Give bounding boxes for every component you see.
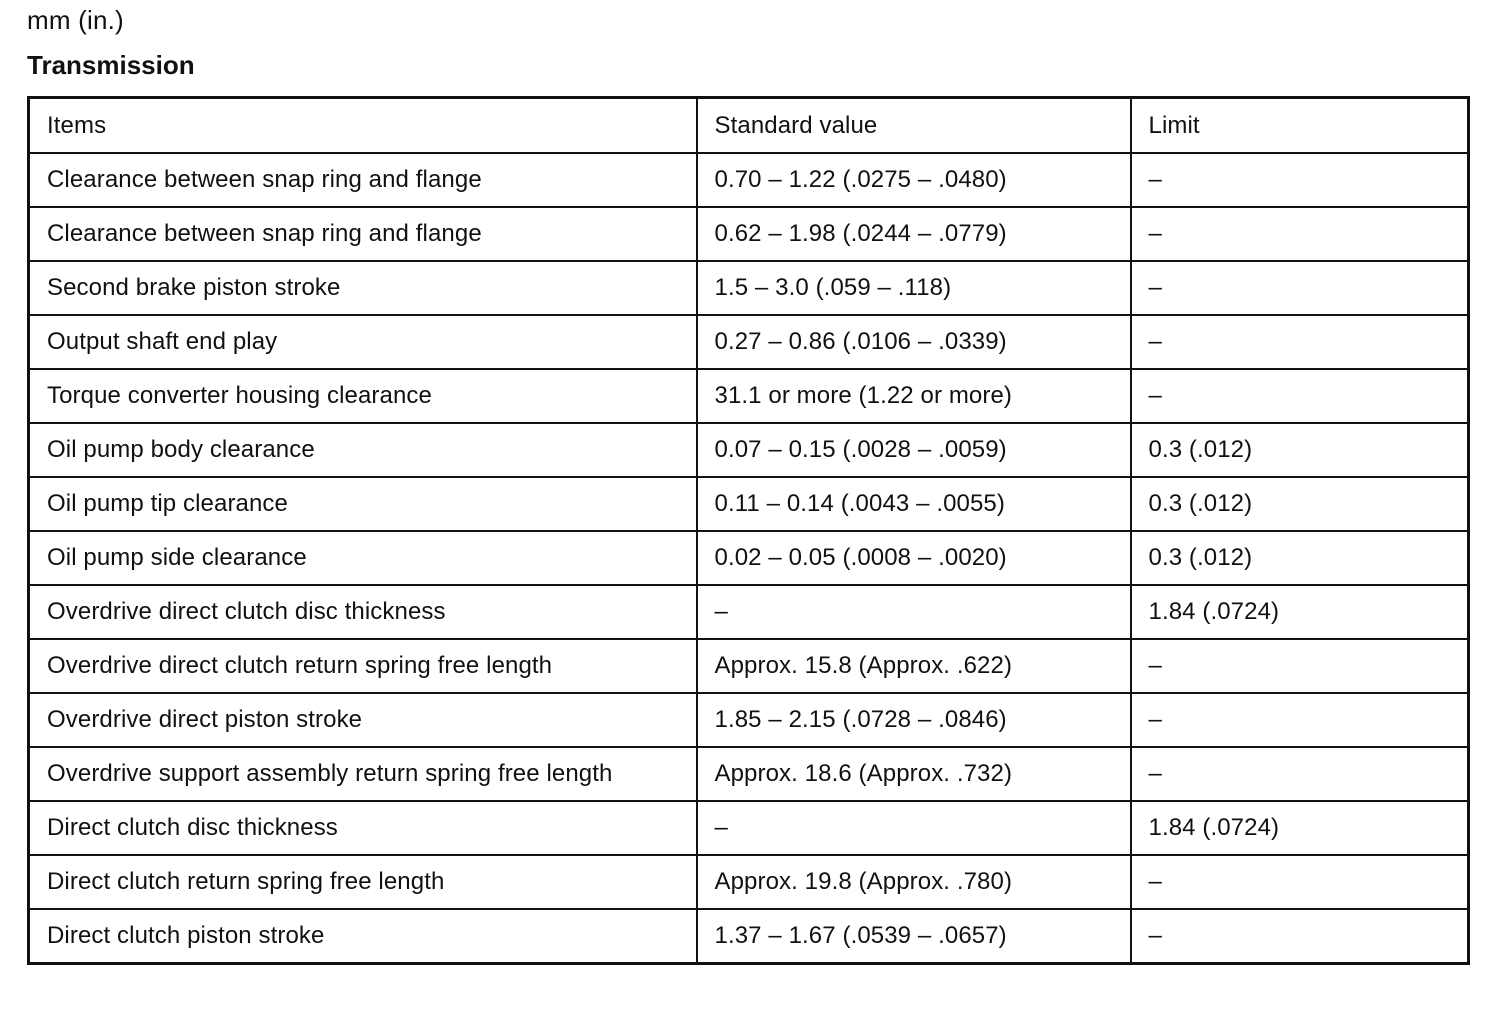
header-standard-value: Standard value bbox=[697, 98, 1131, 154]
cell-standard-value: Approx. 19.8 (Approx. .780) bbox=[697, 855, 1131, 909]
cell-standard-value: – bbox=[697, 801, 1131, 855]
cell-item: Second brake piston stroke bbox=[29, 261, 697, 315]
cell-standard-value: Approx. 18.6 (Approx. .732) bbox=[697, 747, 1131, 801]
cell-limit: – bbox=[1131, 369, 1469, 423]
cell-item: Overdrive direct clutch disc thickness bbox=[29, 585, 697, 639]
table-row bbox=[29, 315, 1469, 369]
table-row bbox=[29, 909, 1469, 964]
header-items: Items bbox=[29, 98, 697, 154]
table-row bbox=[29, 369, 1469, 423]
cell-limit: – bbox=[1131, 207, 1469, 261]
cell-item: Output shaft end play bbox=[29, 315, 697, 369]
cell-standard-value: 0.70 – 1.22 (.0275 – .0480) bbox=[697, 153, 1131, 207]
table-row bbox=[29, 801, 1469, 855]
cell-standard-value: 0.62 – 1.98 (.0244 – .0779) bbox=[697, 207, 1131, 261]
table-row bbox=[29, 423, 1469, 477]
table-row bbox=[29, 693, 1469, 747]
units-label: mm (in.) bbox=[27, 5, 124, 35]
cell-limit: – bbox=[1131, 315, 1469, 369]
cell-limit: – bbox=[1131, 747, 1469, 801]
cell-standard-value: – bbox=[697, 585, 1131, 639]
cell-standard-value: 0.11 – 0.14 (.0043 – .0055) bbox=[697, 477, 1131, 531]
table-row bbox=[29, 639, 1469, 693]
cell-limit: – bbox=[1131, 261, 1469, 315]
header-limit: Limit bbox=[1131, 98, 1469, 154]
cell-standard-value: 0.07 – 0.15 (.0028 – .0059) bbox=[697, 423, 1131, 477]
cell-limit: – bbox=[1131, 855, 1469, 909]
cell-limit: 1.84 (.0724) bbox=[1131, 585, 1469, 639]
cell-item: Direct clutch piston stroke bbox=[29, 909, 697, 964]
cell-item: Oil pump tip clearance bbox=[29, 477, 697, 531]
section-title: Transmission bbox=[27, 50, 195, 80]
cell-limit: – bbox=[1131, 639, 1469, 693]
cell-standard-value: 1.85 – 2.15 (.0728 – .0846) bbox=[697, 693, 1131, 747]
spec-table bbox=[27, 96, 1470, 965]
cell-standard-value: 1.5 – 3.0 (.059 – .118) bbox=[697, 261, 1131, 315]
cell-standard-value: 0.02 – 0.05 (.0008 – .0020) bbox=[697, 531, 1131, 585]
table-row bbox=[29, 747, 1469, 801]
cell-item: Torque converter housing clearance bbox=[29, 369, 697, 423]
cell-item: Direct clutch disc thickness bbox=[29, 801, 697, 855]
cell-item: Oil pump side clearance bbox=[29, 531, 697, 585]
table-header-row bbox=[29, 98, 1469, 154]
cell-limit: 0.3 (.012) bbox=[1131, 531, 1469, 585]
table-row bbox=[29, 585, 1469, 639]
table-row bbox=[29, 477, 1469, 531]
table-row bbox=[29, 207, 1469, 261]
cell-limit: 0.3 (.012) bbox=[1131, 423, 1469, 477]
cell-standard-value: 0.27 – 0.86 (.0106 – .0339) bbox=[697, 315, 1131, 369]
cell-item: Oil pump body clearance bbox=[29, 423, 697, 477]
cell-limit: 0.3 (.012) bbox=[1131, 477, 1469, 531]
cell-standard-value: 31.1 or more (1.22 or more) bbox=[697, 369, 1131, 423]
table-row bbox=[29, 531, 1469, 585]
cell-limit: – bbox=[1131, 693, 1469, 747]
table-row bbox=[29, 261, 1469, 315]
cell-limit: 1.84 (.0724) bbox=[1131, 801, 1469, 855]
cell-item: Direct clutch return spring free length bbox=[29, 855, 697, 909]
cell-standard-value: Approx. 15.8 (Approx. .622) bbox=[697, 639, 1131, 693]
cell-item: Overdrive direct piston stroke bbox=[29, 693, 697, 747]
table-row bbox=[29, 153, 1469, 207]
cell-item: Clearance between snap ring and flange bbox=[29, 207, 697, 261]
cell-item: Overdrive support assembly return spring free length bbox=[29, 747, 697, 801]
cell-item: Overdrive direct clutch return spring free length bbox=[29, 639, 697, 693]
cell-limit: – bbox=[1131, 153, 1469, 207]
cell-standard-value: 1.37 – 1.67 (.0539 – .0657) bbox=[697, 909, 1131, 964]
table-row bbox=[29, 855, 1469, 909]
cell-limit: – bbox=[1131, 909, 1469, 964]
cell-item: Clearance between snap ring and flange bbox=[29, 153, 697, 207]
